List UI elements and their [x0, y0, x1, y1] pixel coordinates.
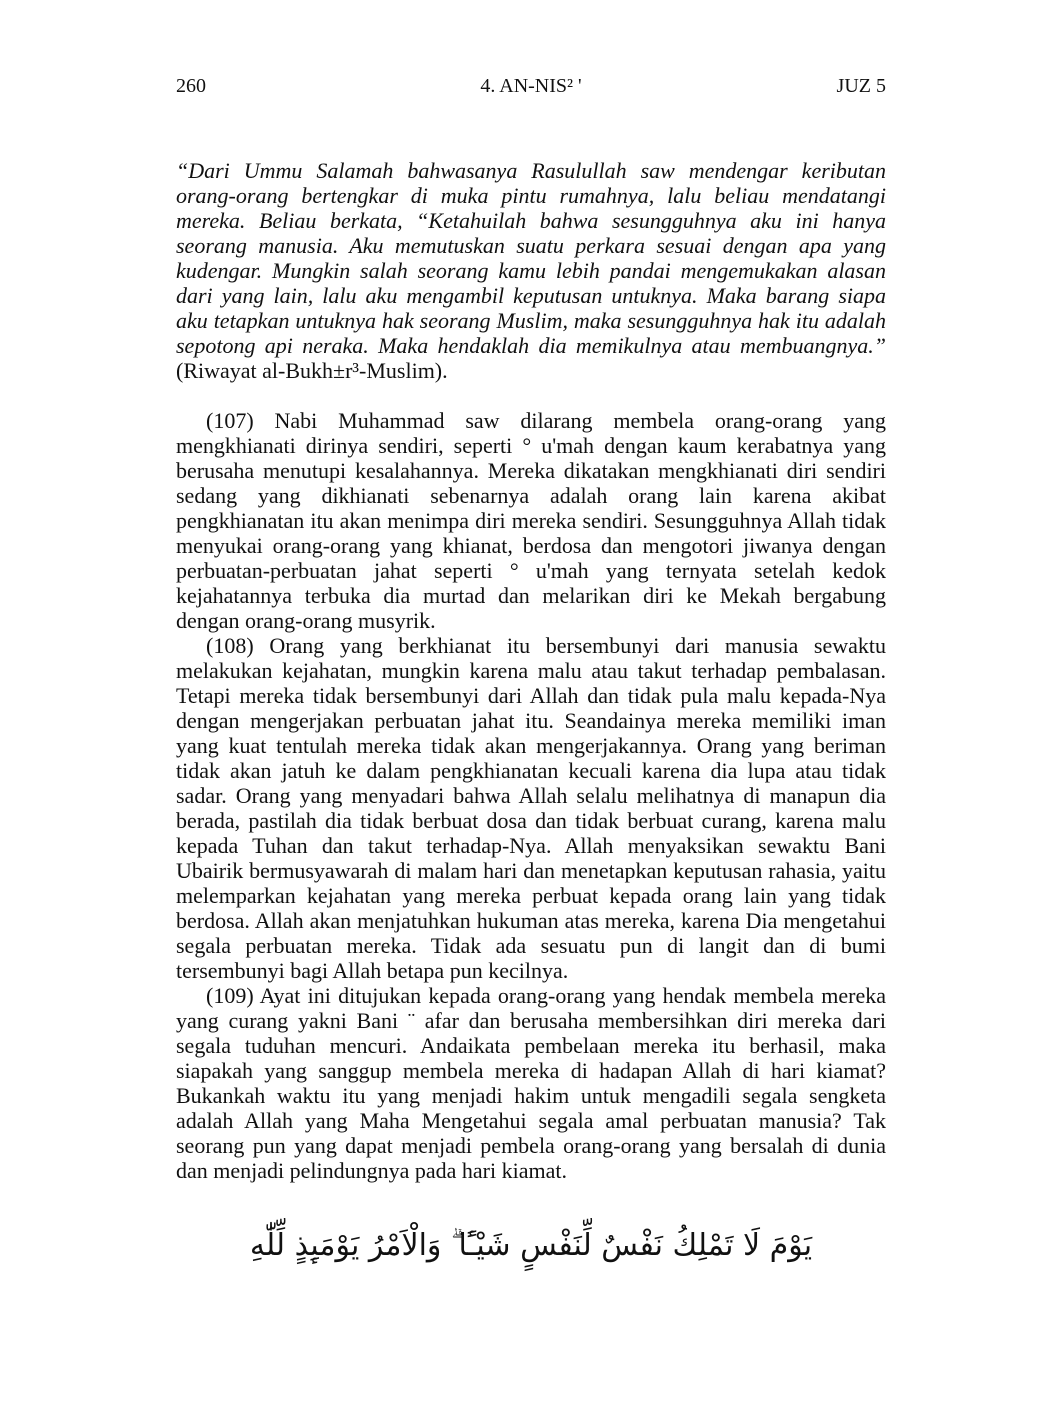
- commentary-paragraph-107: (107) Nabi Muhammad saw dilarang membela orang-orang yang mengkhianati dirinya sendiri, seperti ° u'mah dengan kaum kerabatnya yang berusaha menutupi kesalahannya. Mereka dikatakan mengkhianati diri sendiri sedang yang dikhianati sebenarnya adalah orang lain karena akibat pengkhianatan itu akan menimpa diri mereka sendiri. Sesungguhnya Allah tidak menyukai orang-orang yang khianat, berdosa dan mengotori jiwanya dengan perbuatan-perbuatan jahat seperti ° u'mah yang ternyata setelah kedok kejahatannya terbuka dia murtad dan melarikan diri ke Mekah bergabung dengan orang-orang musyrik.: [176, 408, 886, 633]
- surah-title: 4. AN-NIS² ': [480, 75, 582, 97]
- page-number: 260: [176, 75, 206, 97]
- hadith-quote: [176, 158, 886, 383]
- hadith-quote-text: “Dari Ummu Salamah bahwasanya Rasulullah saw mendengar keributan orang-orang bertengkar di muka pintu rumahnya, lalu beliau mendatangi mereka. Beliau berkata, “Ketahuilah bahwa sesungguhnya aku ini hanya seorang manusia. Aku memutuskan suatu perkara sesuai dengan apa yang kudengar. Mungkin salah seorang kamu lebih pandai mengemukakan alasan dari yang lain, lalu aku mengambil keputusan untuknya. Maka barang siapa aku tetapkan untuknya hak seorang Muslim, maka sesungguhnya hak itu adalah sepotong api neraka. Maka hendaklah dia memikulnya atau membuangnya.”: [176, 158, 886, 358]
- commentary-paragraph-109: (109) Ayat ini ditujukan kepada orang-orang yang hendak membela mereka yang curang yakni Bani ¨ afar dan berusaha membersihkan diri mereka dari segala tuduhan mencuri. Andaikata pembelaan mereka itu berhasil, maka siapakah yang sanggup membela mereka di hadapan Allah di hari kiamat? Bukankah waktu itu yang menjadi hakim untuk mengadili segala sengketa adalah Allah yang Maha Mengetahui segala amal perbuatan manusia? Tak seorang pun yang dapat menjadi pembela orang-orang yang bersalah di dunia dan menjadi pelindungnya pada hari kiamat.: [176, 983, 886, 1183]
- commentary-paragraph-108: (108) Orang yang berkhianat itu bersembunyi dari manusia sewaktu melakukan kejahatan, mungkin karena malu atau takut terhadap pembalasan. Tetapi mereka tidak bersembunyi dari Allah dan tidak pula malu kepada-Nya dengan mengerjakan perbuatan jahat itu. Seandainya mereka memiliki iman yang kuat tentulah mereka tidak akan mengerjakannya. Orang yang beriman tidak akan jatuh ke dalam pengkhianatan kecuali karena dia lupa atau tidak sadar. Orang yang menyadari bahwa Allah selalu melihatnya di manapun dia berada, pastilah dia tidak berbuat dosa dan tidak berbuat curang, karena malu kepada Tuhan dan takut terhadap-Nya. Allah menyaksikan sewaktu Bani Ubairik bermusyawarah di malam hari dan menetapkan keputusan rahasia, yaitu melemparkan kejahatan yang mereka perbuat kepada orang lain yang tidak berdosa. Allah akan menjatuhkan hukuman atas mereka, karena Dia mengetahui segala perbuatan mereka. Tidak ada sesuatu pun di langit dan di bumi tersembunyi bagi Allah betapa pun kecilnya.: [176, 633, 886, 983]
- juz-label: JUZ 5: [836, 75, 886, 97]
- hadith-source: (Riwayat al-Bukh±r³-Muslim).: [176, 358, 448, 383]
- page-header: [176, 72, 886, 100]
- arabic-verse: يَوْمَ لَا تَمْلِكُ نَفْسٌ لِّنَفْسٍ شَيْـًٔا ۗ وَالْاَمْرُ يَوْمَىِٕذٍ لِّلّٰهِ: [249, 1228, 813, 1263]
- body-text: [176, 158, 886, 1183]
